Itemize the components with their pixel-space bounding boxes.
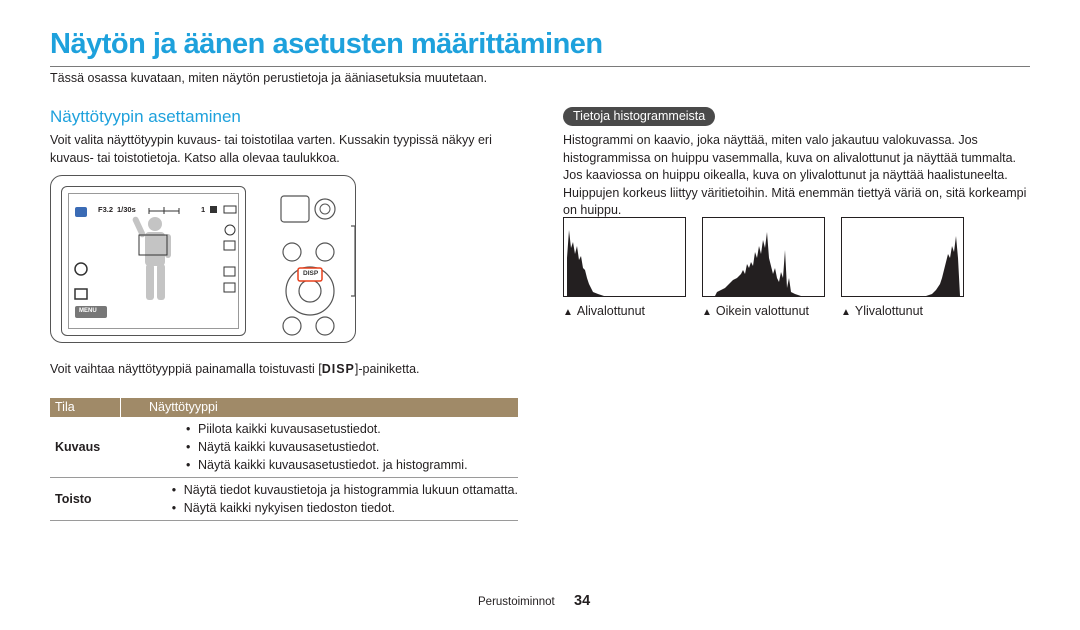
viewfinder-icon xyxy=(281,196,309,222)
disp-key: DISP xyxy=(321,362,355,376)
label-underexposed: ▲ Alivalottunut xyxy=(563,304,646,318)
mode-dial-icon xyxy=(315,199,335,219)
label-overexposed: ▲ Ylivalottunut xyxy=(841,304,924,318)
menu-button-hw-icon xyxy=(283,317,301,335)
list-item: • Piilota kaikki kuvausasetustiedot. xyxy=(198,420,518,438)
display-type-table xyxy=(50,398,518,521)
aperture-readout: F3.2 xyxy=(98,205,114,214)
footer-section-label: Perustoiminnot xyxy=(478,596,555,608)
timer-icon xyxy=(75,263,87,275)
triangle-icon: ▲ xyxy=(702,307,712,318)
subject-silhouette xyxy=(132,216,171,300)
section-heading: Näyttötyypin asettaminen xyxy=(50,107,241,126)
triangle-icon: ▲ xyxy=(563,307,573,318)
table-header-mode: Tila xyxy=(55,400,75,414)
face-detect-icon xyxy=(75,289,87,299)
histogram-overexposed-graphic xyxy=(842,218,963,296)
histogram-section-pill: Tietoja histogrammeista xyxy=(563,107,715,126)
table-row-mode: Kuvaus xyxy=(55,440,101,454)
metering-icon xyxy=(224,283,235,292)
exposure-scale-icon xyxy=(149,207,179,214)
list-item: • Näytä kaikki kuvausasetustiedot. xyxy=(198,438,518,456)
scene-mode-icon xyxy=(75,207,87,217)
camera-body xyxy=(50,175,356,343)
camera-controls-graphic xyxy=(251,176,357,342)
page-title: Näytön ja äänen asetusten määrittäminen xyxy=(50,28,603,60)
disp-button-label: DISP xyxy=(303,270,319,277)
disp-sentence xyxy=(50,362,420,376)
table-row-items xyxy=(106,478,518,520)
histogram-paragraph: Histogrammi on kaavio, joka näyttää, miten valo jakautuu valokuvassa. Jos histogrammissa on huippu vasemmalla, kuva on alivalottunut ja näyttää tummalta. Jos kaaviossa on huippu oikealla, kuva on ylivalottunut ja näyttää haalistuneelta. Huippujen korkeus liittyy väritietoihin. Mitä enemmän tiettyä väriä on, sitä korkeampi on huippu. xyxy=(563,133,1027,217)
page-number: 34 xyxy=(574,593,591,609)
table-header-type: Näyttötyyppi xyxy=(120,398,518,417)
menu-label: MENU xyxy=(79,308,97,314)
histogram-underexposed xyxy=(563,217,686,297)
ok-button-icon xyxy=(299,280,321,302)
list-item: • Näytä kaikki kuvausasetustiedot. ja histogrammi. xyxy=(198,456,518,474)
table-row xyxy=(50,478,518,521)
camera-illustration xyxy=(50,170,356,345)
delete-button-icon xyxy=(316,317,334,335)
stabilizer-icon xyxy=(224,267,235,276)
triangle-icon: ▲ xyxy=(841,307,851,318)
shutter-readout: 1/30s xyxy=(117,205,136,214)
memory-card-icon xyxy=(210,206,217,213)
camera-grip xyxy=(351,226,355,296)
table-row xyxy=(50,417,518,478)
disp-sentence-after: ]-painiketta. xyxy=(354,362,420,376)
battery-icon xyxy=(224,206,236,213)
title-divider xyxy=(50,66,1030,67)
flash-icon xyxy=(225,225,235,235)
play-button-icon xyxy=(283,243,301,261)
camera-lcd-screen xyxy=(68,193,239,329)
table-row-mode: Toisto xyxy=(55,492,92,506)
histogram-underexposed-graphic xyxy=(564,218,685,296)
resolution-icon xyxy=(224,241,235,250)
section-paragraph: Voit valita näyttötyypin kuvaus- tai toistotilaa varten. Kussakin tyypissä näkyy eri kuvaus- tai toistotietoja. Katso alla olevaa taulukkoa. xyxy=(50,133,492,165)
list-item: • Näytä kaikki nykyisen tiedoston tiedot. xyxy=(184,499,518,517)
table-header xyxy=(50,398,518,417)
intro-text: Tässä osassa kuvataan, miten näytön perustietoja ja ääniasetuksia muutetaan. xyxy=(50,71,488,85)
disp-sentence-before: Voit vaihtaa näyttötyyppiä painamalla toistuvasti [ xyxy=(50,362,322,376)
list-item: • Näytä tiedot kuvaustietoja ja histogrammia lukuun ottamatta. xyxy=(184,481,518,499)
table-row-items xyxy=(120,417,518,477)
histogram-correct xyxy=(702,217,825,297)
shot-count-readout: 1 xyxy=(201,205,206,214)
record-button-icon xyxy=(316,243,334,261)
histogram-overexposed xyxy=(841,217,964,297)
label-correct: ▲ Oikein valottunut xyxy=(702,304,810,318)
camera-lcd-frame xyxy=(61,186,246,336)
histogram-correct-graphic xyxy=(703,218,824,296)
